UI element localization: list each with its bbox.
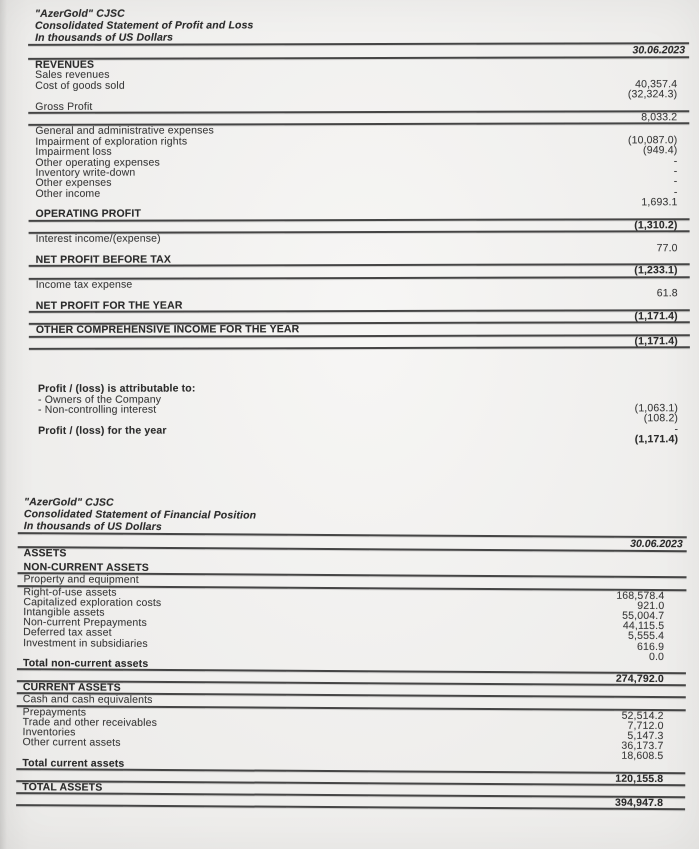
row-label: Cost of goods sold [35,79,125,92]
row-label: Capitalized exploration costs [23,595,162,609]
row-label: NET PROFIT BEFORE TAX [35,253,172,266]
row-label: Gross Profit [35,100,93,113]
row-label: Inventory write-down [35,166,136,179]
row-value: (10,087.0) [627,133,678,147]
row-value: 55,004.7 [622,609,665,622]
row-label: REVENUES [35,58,95,71]
row-label: CURRENT ASSETS [22,681,121,694]
row-label: Right-of-use assets [23,585,117,599]
row-value: 44,115.5 [622,619,665,633]
row-label: Other expenses [35,177,112,190]
attribution-block [29,382,690,446]
row-label: - Owners of the Company [38,393,162,406]
row-label: OPERATING PROFIT [35,208,142,221]
row-value: (1,171.4) [634,433,679,446]
row-value: 5,147.3 [627,729,664,743]
row-value: - [673,154,678,167]
rule-line [29,346,690,350]
row-label: General and administrative expenses [35,124,214,138]
profit-loss-statement [0,6,699,446]
row-label: Income tax expense [35,278,133,291]
row-label: Profit / (loss) is attributable to: [37,382,196,396]
units-label: In thousands of US Dollars [35,31,174,44]
row-label: OTHER COMPREHENSIVE INCOME FOR THE YEAR [35,323,300,337]
statement-header [18,496,687,536]
row-value: 921.0 [637,599,665,612]
row-label: Investment in subsidiaries [23,636,148,650]
row-label: TOTAL ASSETS [22,781,103,794]
row-label: Other operating expenses [35,156,160,169]
row-label: Deferred tax asset [23,626,112,639]
row-value: 1,693.1 [641,196,678,209]
row-value: (1,233.1) [634,264,678,277]
row-value: 52,514.2 [621,709,664,722]
row-label: NET PROFIT FOR THE YEAR [35,299,183,312]
row-value: 274,792.0 [615,672,664,686]
row-value: 394,947.8 [615,796,664,810]
row-value: (949.4) [643,144,678,157]
row-label: Trade and other receivables [22,715,158,729]
units-label: In thousands of US Dollars [23,520,162,533]
company-name: "AzerGold" CJSC [23,496,114,509]
row-label: Sales revenues [35,69,110,82]
row-value: 0.0 [648,650,665,663]
row-value: 7,712.0 [627,719,664,732]
row-value: (32,324.3) [627,88,678,101]
row-value: (1,310.2) [634,219,678,232]
row-label: Intangible assets [23,606,105,619]
row-label: ASSETS [23,547,67,560]
row-value: 36,173.7 [621,739,664,753]
row-value: (1,171.4) [634,334,678,348]
row-value: - [673,165,678,178]
row-label: Other income [35,187,101,200]
period-date: 30.06.2023 [630,537,683,551]
row-value: (1,063.1) [634,402,679,415]
row-label: NON-CURRENT ASSETS [23,561,150,575]
row-value: 5,555.4 [628,630,665,643]
row-label: Total current assets [22,756,125,770]
row-label: Inventories [22,726,76,739]
row-value: 40,357.4 [635,78,678,91]
row-value: (1,171.4) [634,310,678,323]
row-label: - Non-controlling interest [38,403,157,416]
row-value: 168,578.4 [616,589,665,602]
row-label: Other current assets [22,736,121,749]
statement-title: Consolidated Statement of Profit and Loss [35,19,254,32]
row-value: 120,155.8 [615,772,664,785]
row-label: Profit / (loss) for the year [38,424,167,437]
row-label: Property and equipment [23,573,139,587]
row-value: 18,608.5 [621,750,664,763]
period-date: 30.06.2023 [632,44,686,57]
row-value: 77.0 [656,241,678,254]
row-label: Impairment loss [35,145,112,159]
row-value: 8,033.2 [641,111,678,124]
statement-title: Consolidated Statement of Financial Position [23,508,257,522]
row-value: - [673,185,678,198]
financial-position-statement [0,496,699,811]
company-name: "AzerGold" CJSC [34,7,125,20]
statement-header [28,6,689,44]
row-label: Impairment of exploration rights [35,135,188,148]
row-value: 616.9 [637,640,665,653]
row-label: Cash and cash equivalents [22,693,153,707]
row-label: Total non-current assets [22,657,149,670]
row-label: Interest income/(expense) [35,232,161,246]
row-label: Non-current Prepayments [23,616,147,630]
row-value: 61.8 [656,287,678,300]
row-value: (108.2) [643,412,679,425]
row-value: - [674,422,679,435]
row-value: - [673,175,678,188]
row-label: Prepayments [22,705,87,719]
